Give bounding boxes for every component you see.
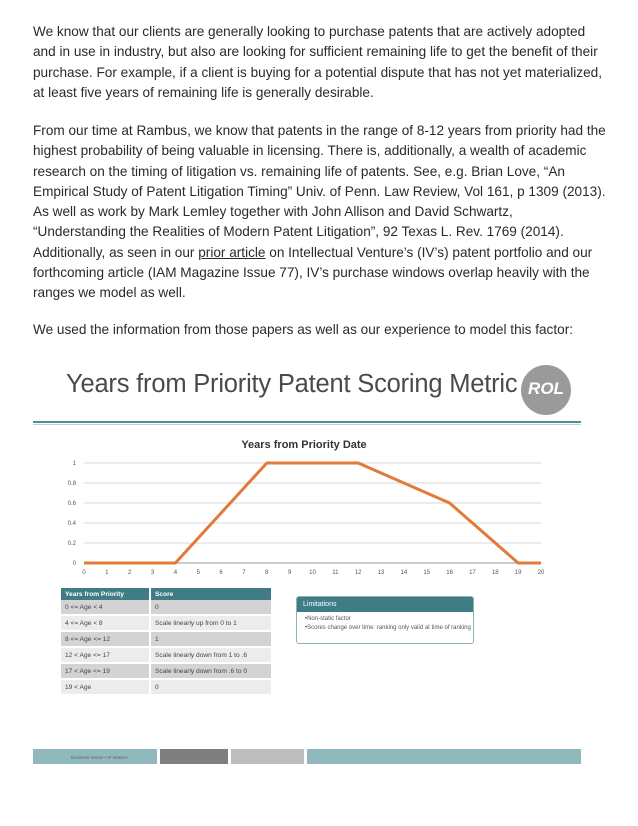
cell-age: 0 <= Age < 4 [61, 600, 150, 615]
x-tick-label: 10 [309, 570, 316, 576]
x-tick-label: 2 [128, 570, 132, 576]
y-tick-label: 0.6 [67, 501, 76, 507]
x-tick-label: 0 [82, 570, 86, 576]
limitations-box [296, 596, 474, 644]
cell-score: Scale linearly up from 0 to 1 [150, 615, 272, 631]
x-tick-label: 20 [537, 570, 545, 576]
cell-score: 1 [150, 631, 272, 647]
paragraph-research [33, 121, 608, 304]
y-tick-label: 0.4 [67, 521, 76, 527]
table-row [61, 679, 272, 695]
x-tick-label: 18 [491, 570, 499, 576]
y-tick-label: 0.8 [67, 481, 76, 487]
cell-age: 8 <= Age <= 12 [61, 631, 150, 647]
limitation-item: •Non-static factor [305, 616, 351, 622]
cell-score: 0 [150, 600, 272, 615]
footer-bar-teal-wide [307, 749, 581, 764]
chart-title: Years from Priority Date [241, 439, 367, 451]
slide-title: Years from Priority Patent Scoring Metric [66, 370, 518, 398]
rol-logo [521, 365, 571, 415]
scoring-table [61, 588, 273, 696]
paragraph-research-text: From our time at Rambus, we know that patents in the range of 8-12 years from priority had the highest probability of being valuable in licensing. There is, additionally, a wealth of academic research on the timing of litigation vs. remaining life of patents. See, e.g. Brian Love, “An Empirical Study of Patent Litigation Timing” Univ. of Penn. Law Review, Vol 161, p 1309 (2013). As well as work by Mark Lemley together with John Allison and David Schwartz, “Understanding the Realities of Modern Patent Litigation”, 92 Texas L. Rev. 1769 (2014). Additionally, as seen in our [33, 123, 606, 260]
header-years: Years from Priority [61, 588, 150, 600]
prior-article-link[interactable]: prior article [198, 244, 266, 260]
x-tick-label: 3 [150, 570, 155, 576]
series-line [84, 463, 541, 563]
paragraph-model: We used the information from those papers as well as our experience to model this factor: [33, 322, 573, 337]
footer-bar-gray [231, 749, 304, 764]
table-header-row [61, 588, 272, 600]
table-row [61, 663, 272, 679]
years-from-priority-chart [60, 430, 550, 582]
x-tick-label: 6 [219, 570, 223, 576]
x-tick-label: 4 [173, 570, 178, 576]
slide-divider-light [33, 424, 581, 425]
y-tick-label: 0.2 [67, 541, 76, 547]
slide-divider [33, 421, 581, 423]
x-tick-label: 11 [332, 570, 339, 576]
x-tick-label: 7 [242, 570, 246, 576]
x-tick-label: 12 [354, 570, 362, 576]
x-tick-label: 19 [514, 570, 522, 576]
cell-age: 17 < Age <= 19 [61, 663, 150, 679]
y-tick-label: 0 [72, 561, 76, 567]
cell-score: Scale linearly down from .6 to 0 [150, 663, 272, 679]
footer-bar-dark [160, 749, 228, 764]
x-tick-label: 1 [105, 570, 109, 576]
x-tick-label: 16 [446, 570, 453, 576]
table-row [61, 615, 272, 631]
footer-tagline: Business Sense • IP Matters [71, 755, 128, 760]
table-row [61, 600, 272, 615]
x-tick-label: 8 [265, 570, 269, 576]
table-row [61, 631, 272, 647]
limitation-item: •Scores change over time: ranking only valid at time of ranking [305, 625, 471, 631]
x-tick-label: 9 [287, 570, 292, 576]
x-tick-label: 17 [469, 570, 476, 576]
table-row [61, 647, 272, 663]
paragraph-research-text-end: on Intellectual Venture’s (IV’s) patent portfolio and our forthcoming article (IAM Magazine Issue 77), IV’s purchase windows overlap heavily with the ranges we model as well. [33, 244, 593, 301]
y-tick-label: 1 [72, 461, 76, 467]
x-tick-label: 14 [400, 570, 408, 576]
logo-text: ROL [528, 379, 564, 398]
cell-age: 12 < Age <= 17 [61, 647, 150, 663]
cell-age: 4 <= Age < 8 [61, 615, 150, 631]
x-tick-label: 5 [196, 570, 200, 576]
x-tick-label: 15 [423, 570, 431, 576]
cell-score: 0 [150, 679, 272, 695]
header-score: Score [150, 588, 272, 600]
cell-score: Scale linearly down from 1 to .6 [150, 647, 272, 663]
cell-age: 19 < Age [61, 679, 150, 695]
limitations-title: Limitations [297, 597, 473, 612]
x-tick-label: 13 [377, 570, 385, 576]
paragraph-intro: We know that our clients are generally looking to purchase patents that are actively adopted and in use in industry, but also are looking for sufficient remaining life to get the benefit of their purchase. For example, if a client is buying for a potential dispute that has not yet materialized, at least five years of remaining life is generally desirable. [33, 24, 602, 100]
